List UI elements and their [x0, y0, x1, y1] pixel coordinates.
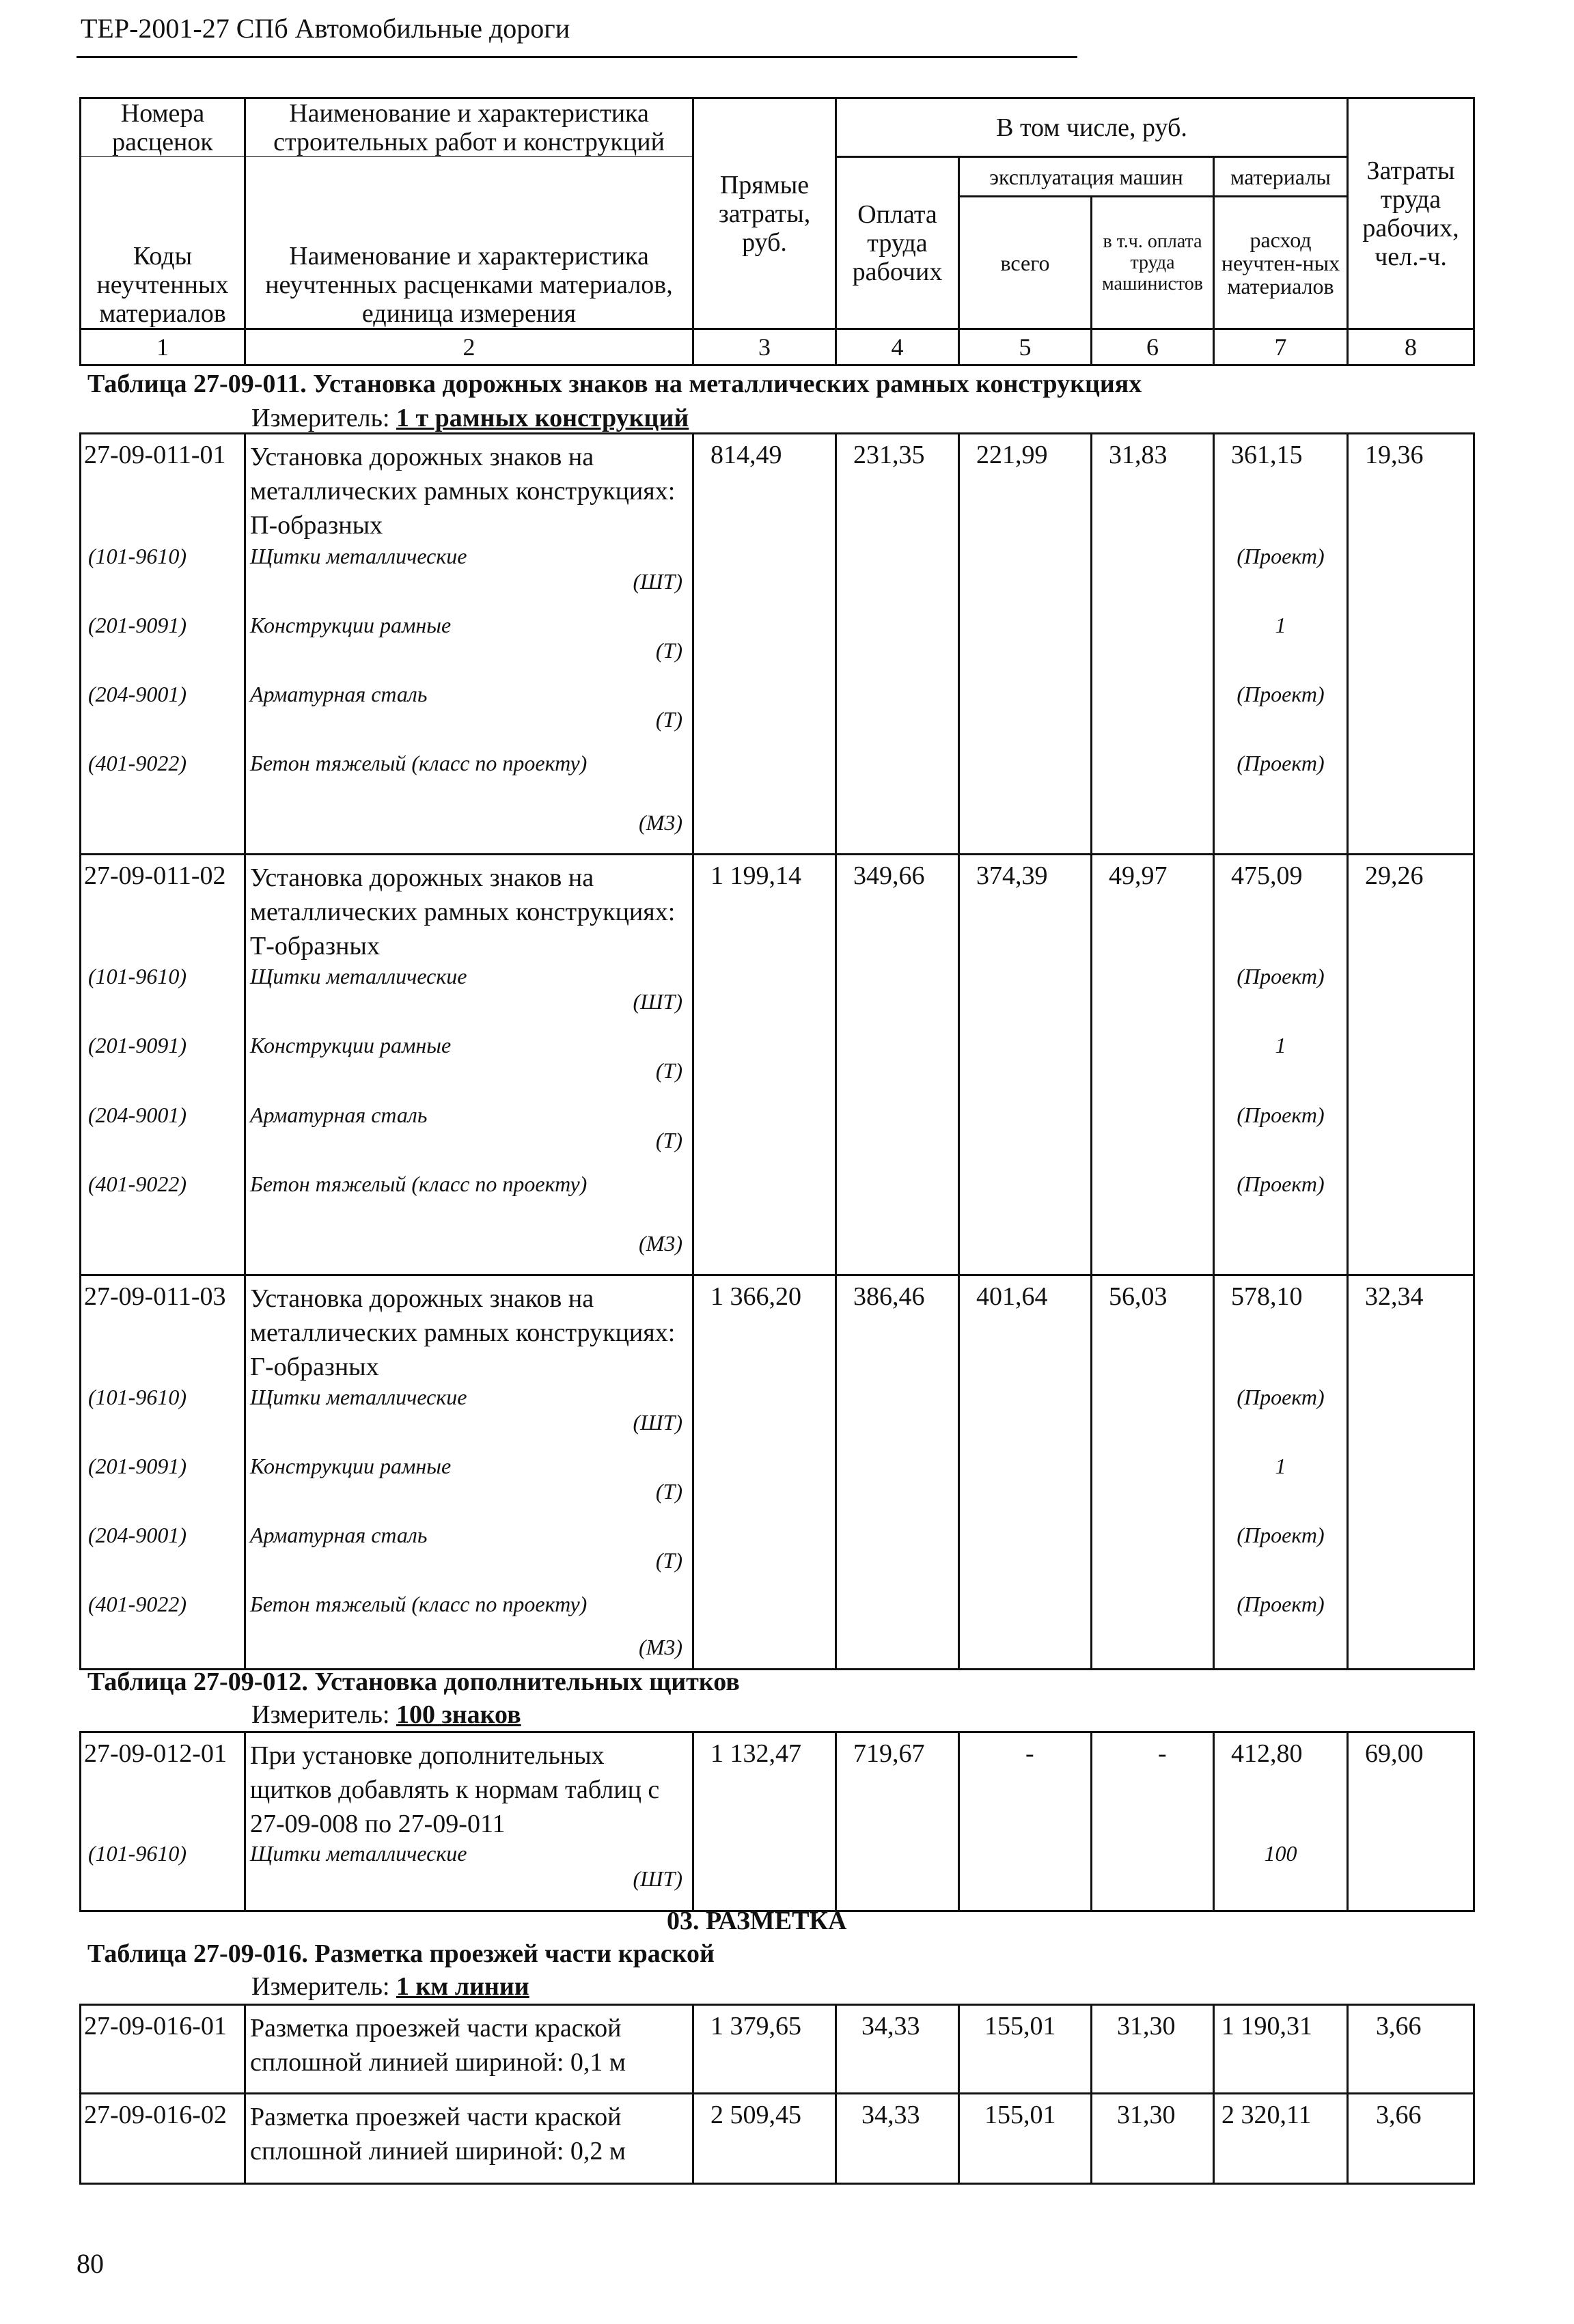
material-amount: (Проект): [1214, 682, 1348, 751]
machinist-labor-cost: -: [1092, 1732, 1214, 1842]
material-amount: 1: [1214, 1454, 1348, 1523]
materials-cost: 412,80: [1214, 1732, 1348, 1842]
material-code: (201-9091): [81, 613, 245, 682]
material-title: Щитки металлические: [250, 1385, 467, 1410]
material-amount: 1: [1214, 613, 1348, 682]
material-unit: (Т): [655, 1548, 682, 1573]
labor-cost: 34,33: [836, 2094, 959, 2184]
material-unit: (Т): [655, 637, 682, 663]
labor-cost: 719,67: [836, 1732, 959, 1842]
col2-header-top: Наименование и характеристика строительных работ и конструкций: [245, 98, 693, 157]
machinist-labor-cost: 31,30: [1092, 2094, 1214, 2184]
page-number: 80: [77, 2248, 104, 2279]
material-amount: (Проект): [1214, 1523, 1348, 1592]
rate-code: 27-09-011-02: [81, 854, 245, 964]
rate-name: Разметка проезжей части краской сплошной линией шириной: 0,2 м: [245, 2094, 693, 2184]
materials-cost: 361,15: [1214, 434, 1348, 544]
material-code: (401-9022): [81, 751, 245, 855]
col6-header: в т.ч. оплата труда машинистов: [1092, 197, 1214, 329]
material-unit: (М3): [639, 810, 682, 835]
rate-code: 27-09-011-01: [81, 434, 245, 544]
group-header: В том числе, руб.: [836, 98, 1348, 157]
rate-block-011-02: [81, 854, 1474, 1275]
unit-value: 1 т рамных конструкций: [396, 404, 689, 432]
labor-hours: 69,00: [1348, 1732, 1474, 1842]
rate-code: 27-09-016-02: [81, 2094, 245, 2184]
unit-label: Измеритель:: [251, 404, 390, 432]
material-name: [245, 544, 693, 613]
material-amount: (Проект): [1214, 1103, 1348, 1172]
rate-name: Установка дорожных знаков на металлических рамных конструкциях: П-образных: [245, 434, 693, 544]
material-code: (204-9001): [81, 682, 245, 751]
material-title: Бетон тяжелый (класс по проекту): [250, 1171, 588, 1196]
unit-label: Измеритель:: [251, 1700, 390, 1729]
machinist-labor-cost: 56,03: [1092, 1275, 1214, 1385]
rate-code: 27-09-012-01: [81, 1732, 245, 1842]
machine-cost: 401,64: [959, 1275, 1092, 1385]
rate-block-011-03: [81, 1275, 1474, 1669]
material-name: [245, 1841, 693, 1911]
material-unit: (Т): [655, 1479, 682, 1504]
table-011: [79, 432, 1475, 1670]
material-name: [245, 1103, 693, 1172]
labor-cost: 231,35: [836, 434, 959, 544]
machine-cost: 155,01: [959, 2094, 1092, 2184]
material-amount: (Проект): [1214, 544, 1348, 613]
labor-cost: 386,46: [836, 1275, 959, 1385]
rate-code: 27-09-016-01: [81, 2005, 245, 2094]
unit-value: 100 знаков: [396, 1700, 521, 1729]
material-unit: (ШТ): [633, 989, 682, 1014]
col-number: 1: [81, 329, 245, 365]
material-code: (101-9610): [81, 1385, 245, 1454]
header-rule: [77, 56, 1077, 58]
col8-header: Затраты труда рабочих, чел.-ч.: [1348, 98, 1474, 329]
col-number: 6: [1092, 329, 1214, 365]
table-012-title: Таблица 27-09-012. Установка дополнительных щитков: [87, 1668, 740, 1696]
material-unit: (Т): [655, 706, 682, 732]
material-title: Конструкции рамные: [250, 1454, 452, 1479]
col-number: 2: [245, 329, 693, 365]
labor-hours: 32,34: [1348, 1275, 1474, 1385]
material-unit: (Т): [655, 1058, 682, 1083]
machinist-labor-cost: 31,83: [1092, 434, 1214, 544]
col3-header: Прямые затраты, руб.: [693, 98, 836, 329]
direct-cost: 814,49: [693, 434, 836, 544]
machinist-labor-cost: 31,30: [1092, 2005, 1214, 2094]
material-title: Бетон тяжелый (класс по проекту): [250, 750, 588, 775]
material-unit: (ШТ): [633, 568, 682, 594]
direct-cost: 1 379,65: [693, 2005, 836, 2094]
col7-header: расход неучтен-ных материалов: [1214, 197, 1348, 329]
material-unit: (ШТ): [633, 1410, 682, 1435]
materials-cost: 1 190,31: [1214, 2005, 1348, 2094]
col-number: 8: [1348, 329, 1474, 365]
machine-cost: 221,99: [959, 434, 1092, 544]
material-code: (201-9091): [81, 1033, 245, 1102]
material-code: (101-9610): [81, 964, 245, 1033]
material-code: (101-9610): [81, 1841, 245, 1911]
materials-cost: 2 320,11: [1214, 2094, 1348, 2184]
direct-cost: 2 509,45: [693, 2094, 836, 2184]
material-amount: (Проект): [1214, 1172, 1348, 1275]
material-name: [245, 1172, 693, 1275]
material-name: [245, 1385, 693, 1454]
material-code: (401-9022): [81, 1592, 245, 1669]
rate-name: Установка дорожных знаков на металлических рамных конструкциях: Г-образных: [245, 1275, 693, 1385]
col4-header: Оплата труда рабочих: [836, 157, 959, 329]
material-name: [245, 1033, 693, 1102]
material-title: Арматурная сталь: [250, 1102, 428, 1127]
labor-hours: 29,26: [1348, 854, 1474, 964]
material-code: (401-9022): [81, 1172, 245, 1275]
material-title: Щитки металлические: [250, 543, 467, 568]
labor-hours: 3,66: [1348, 2005, 1474, 2094]
materials-header: материалы: [1214, 157, 1348, 197]
materials-cost: 475,09: [1214, 854, 1348, 964]
section-title: 03. РАЗМЕТКА: [667, 1907, 847, 1935]
column-header-table: [79, 97, 1475, 366]
labor-cost: 34,33: [836, 2005, 959, 2094]
table-011-title: Таблица 27-09-011. Установка дорожных знаков на металлических рамных конструкциях: [87, 370, 1142, 398]
col5-header: всего: [959, 197, 1092, 329]
labor-hours: 3,66: [1348, 2094, 1474, 2184]
material-title: Арматурная сталь: [250, 681, 428, 706]
material-title: Конструкции рамные: [250, 1033, 452, 1058]
material-amount: (Проект): [1214, 964, 1348, 1033]
direct-cost: 1 366,20: [693, 1275, 836, 1385]
material-unit: (Т): [655, 1127, 682, 1152]
direct-cost: 1 199,14: [693, 854, 836, 964]
col2-header-bottom: Наименование и характеристика неучтенных расценками материалов, единица измерения: [245, 157, 693, 329]
unit-label: Измеритель:: [251, 1972, 390, 2001]
machines-header: эксплуатация машин: [959, 157, 1214, 197]
table-012: [79, 1731, 1475, 1912]
unit-value: 1 км линии: [396, 1972, 529, 2001]
material-name: [245, 1454, 693, 1523]
rate-name: Разметка проезжей части краской сплошной линией шириной: 0,1 м: [245, 2005, 693, 2094]
material-title: Конструкции рамные: [250, 612, 452, 637]
rate-name: Установка дорожных знаков на металлических рамных конструкциях: Т-образных: [245, 854, 693, 964]
machine-cost: -: [959, 1732, 1092, 1842]
material-unit: (ШТ): [633, 1866, 682, 1891]
material-amount: 100: [1214, 1841, 1348, 1911]
material-title: Бетон тяжелый (класс по проекту): [250, 1592, 588, 1617]
col-number: 4: [836, 329, 959, 365]
material-amount: (Проект): [1214, 1385, 1348, 1454]
rate-code: 27-09-011-03: [81, 1275, 245, 1385]
material-amount: (Проект): [1214, 1592, 1348, 1669]
material-name: [245, 682, 693, 751]
machine-cost: 155,01: [959, 2005, 1092, 2094]
material-title: Арматурная сталь: [250, 1523, 428, 1548]
table-016-title: Таблица 27-09-016. Разметка проезжей части краской: [87, 1939, 715, 1968]
labor-cost: 349,66: [836, 854, 959, 964]
rate-block-011-01: [81, 434, 1474, 855]
rate-name: При установке дополнительных щитков добавлять к нормам таблиц с 27-09-008 по 27-09-011: [245, 1732, 693, 1842]
table-016-unit: [251, 1972, 529, 2002]
material-name: [245, 613, 693, 682]
material-name: [245, 751, 693, 855]
material-name: [245, 964, 693, 1033]
material-code: (101-9610): [81, 544, 245, 613]
material-code: (204-9001): [81, 1523, 245, 1592]
material-code: (204-9001): [81, 1103, 245, 1172]
material-title: Щитки металлические: [250, 1841, 467, 1866]
table-012-unit: [251, 1700, 521, 1730]
col-number: 3: [693, 329, 836, 365]
material-amount: (Проект): [1214, 751, 1348, 855]
direct-cost: 1 132,47: [693, 1732, 836, 1842]
table-011-unit: [251, 403, 689, 433]
table-016: [79, 2004, 1475, 2185]
col1-header-top: Номера расценок: [81, 98, 245, 157]
col-number: 5: [959, 329, 1092, 365]
labor-hours: 19,36: [1348, 434, 1474, 544]
material-title: Щитки металлические: [250, 964, 467, 989]
material-name: [245, 1592, 693, 1669]
material-unit: (М3): [639, 1230, 682, 1256]
machinist-labor-cost: 49,97: [1092, 854, 1214, 964]
machine-cost: 374,39: [959, 854, 1092, 964]
running-header: ТЕР-2001-27 СПб Автомобильные дороги: [81, 13, 570, 44]
col-number: 7: [1214, 329, 1348, 365]
material-code: (201-9091): [81, 1454, 245, 1523]
materials-cost: 578,10: [1214, 1275, 1348, 1385]
material-unit: (М3): [639, 1635, 682, 1660]
material-name: [245, 1523, 693, 1592]
material-amount: 1: [1214, 1033, 1348, 1102]
col1-header-bottom: Коды неучтенных материалов: [81, 157, 245, 329]
